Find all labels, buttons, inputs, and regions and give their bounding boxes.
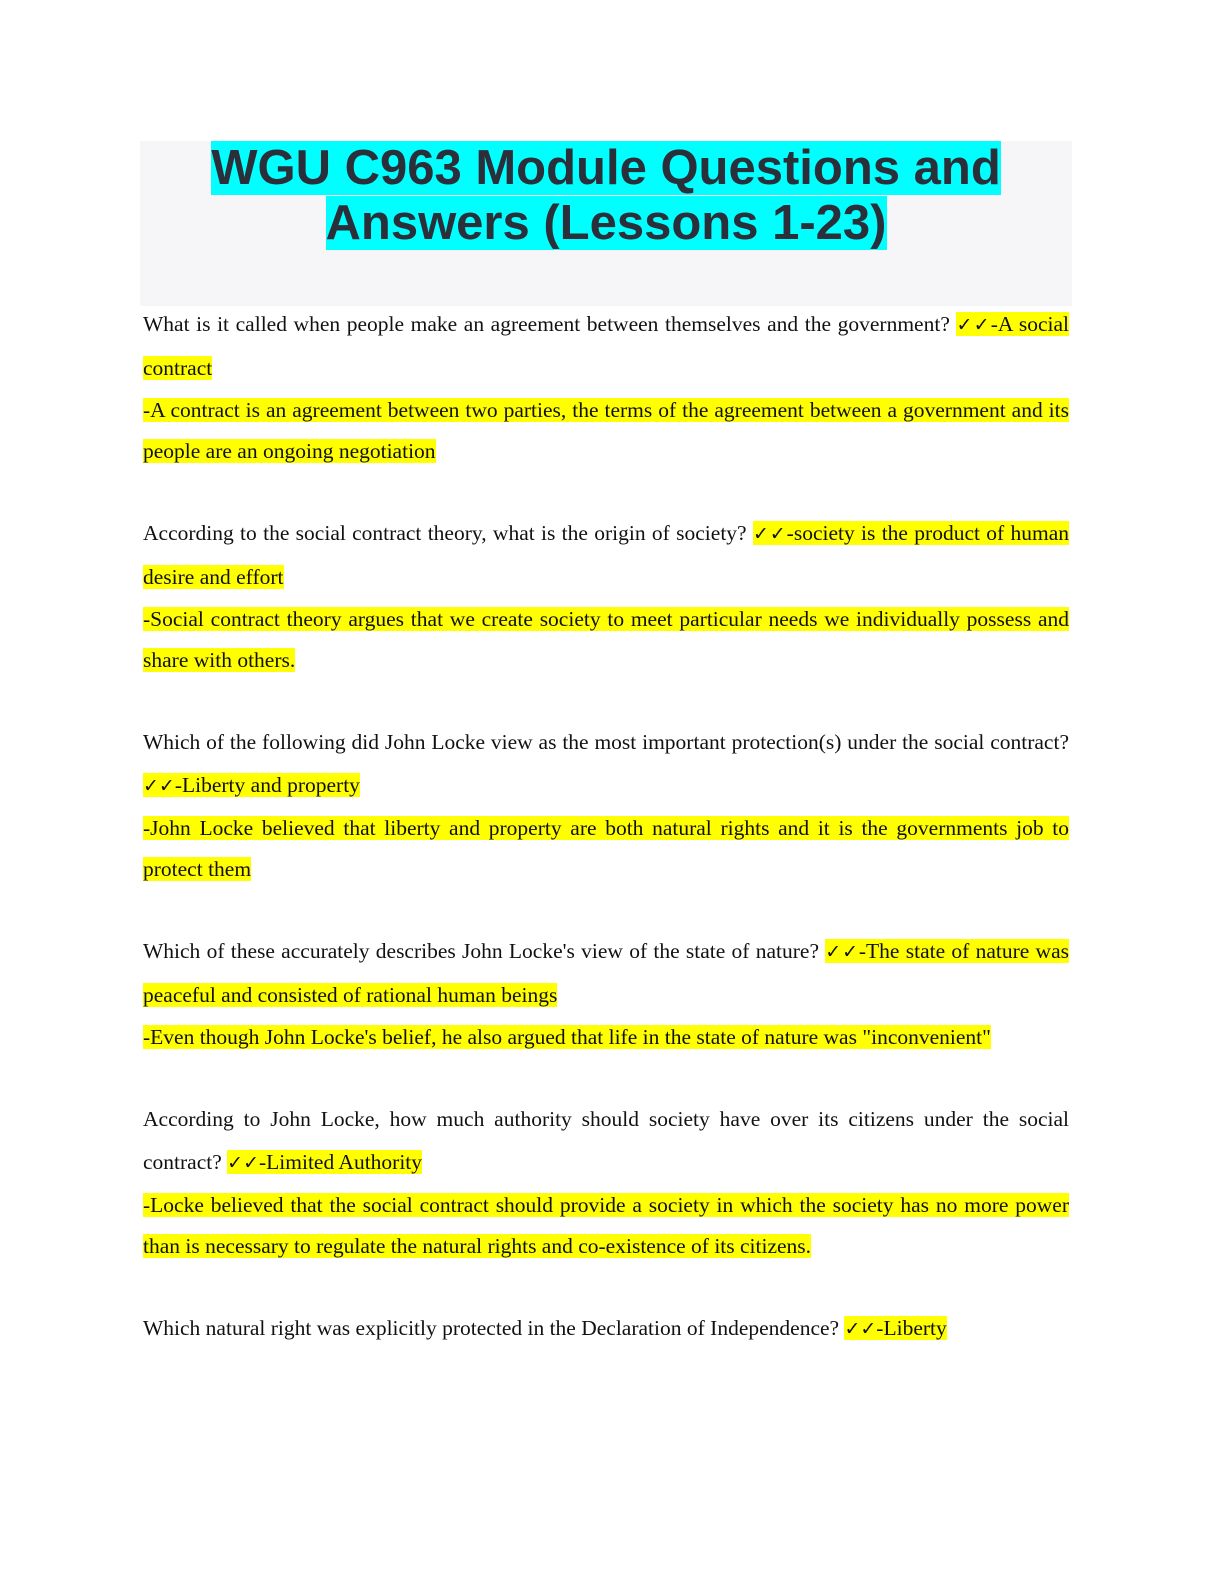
explanation-2 bbox=[143, 599, 1069, 681]
check-mark-icon: ✓✓ bbox=[825, 941, 859, 963]
question-text: What is it called when people make an agreement between themselves and the government? bbox=[143, 312, 950, 336]
question-1 bbox=[143, 303, 1069, 390]
qa-item-2 bbox=[143, 512, 1069, 681]
qa-item-5 bbox=[143, 1098, 1069, 1267]
check-mark-icon: ✓✓ bbox=[227, 1152, 259, 1174]
answer-5 bbox=[227, 1150, 422, 1174]
question-3 bbox=[143, 721, 1069, 808]
explanation-text: -Locke believed that the social contract should provide a society in which the society has no more power than is necessary to regulate the natural rights and co-existence of its citizens. bbox=[143, 1193, 1069, 1258]
question-text: Which of these accurately describes John Locke's view of the state of nature? bbox=[143, 939, 819, 963]
question-6 bbox=[143, 1307, 1069, 1351]
explanation-text: -Social contract theory argues that we create society to meet particular needs we individually possess and share with others. bbox=[143, 607, 1069, 672]
question-2 bbox=[143, 512, 1069, 599]
explanation-text: -Even though John Locke's belief, he also argued that life in the state of nature was "inconvenient" bbox=[143, 1025, 991, 1049]
qa-item-3 bbox=[143, 721, 1069, 890]
answer-text: -The state of nature was peaceful and consisted of rational human beings bbox=[143, 939, 1069, 1007]
document-title bbox=[140, 141, 1072, 251]
question-text: According to the social contract theory, what is the origin of society? bbox=[143, 521, 747, 545]
question-4 bbox=[143, 930, 1069, 1017]
answer-text: -Liberty and property bbox=[174, 773, 360, 797]
explanation-text: -A contract is an agreement between two parties, the terms of the agreement between a government and its people are an ongoing negotiation bbox=[143, 398, 1069, 463]
title-line-1: WGU C963 Module Questions and bbox=[211, 141, 1001, 195]
check-mark-icon: ✓✓ bbox=[752, 523, 787, 545]
explanation-4 bbox=[143, 1017, 1069, 1058]
question-text: Which of the following did John Locke view as the most important protection(s) under the social contract? bbox=[143, 730, 1069, 754]
qa-item-4 bbox=[143, 930, 1069, 1058]
qa-item-1 bbox=[143, 303, 1069, 472]
answer-3 bbox=[143, 773, 360, 797]
check-mark-icon: ✓✓ bbox=[956, 314, 991, 336]
explanation-text: -John Locke believed that liberty and property are both natural rights and it is the governments job to protect them bbox=[143, 816, 1069, 881]
check-mark-icon: ✓✓ bbox=[844, 1318, 877, 1340]
title-box bbox=[140, 141, 1072, 306]
question-text: According to John Locke, how much authority should society have over its citizens under the social contract? bbox=[143, 1107, 1069, 1174]
title-line-2: Answers (Lessons 1-23) bbox=[325, 196, 887, 250]
explanation-1 bbox=[143, 390, 1069, 472]
answer-text: -Liberty bbox=[876, 1316, 947, 1340]
answer-text: -A social contract bbox=[143, 312, 1070, 380]
answer-text: -Limited Authority bbox=[259, 1150, 423, 1174]
check-mark-icon: ✓✓ bbox=[143, 775, 175, 797]
answer-text: -society is the product of human desire and effort bbox=[143, 521, 1070, 589]
qa-item-6 bbox=[143, 1307, 1069, 1351]
question-5 bbox=[143, 1098, 1069, 1185]
explanation-3 bbox=[143, 808, 1069, 890]
qa-list bbox=[143, 303, 1069, 1391]
answer-6 bbox=[844, 1316, 946, 1340]
question-text: Which natural right was explicitly protected in the Declaration of Independence? bbox=[143, 1316, 840, 1340]
explanation-5 bbox=[143, 1185, 1069, 1267]
